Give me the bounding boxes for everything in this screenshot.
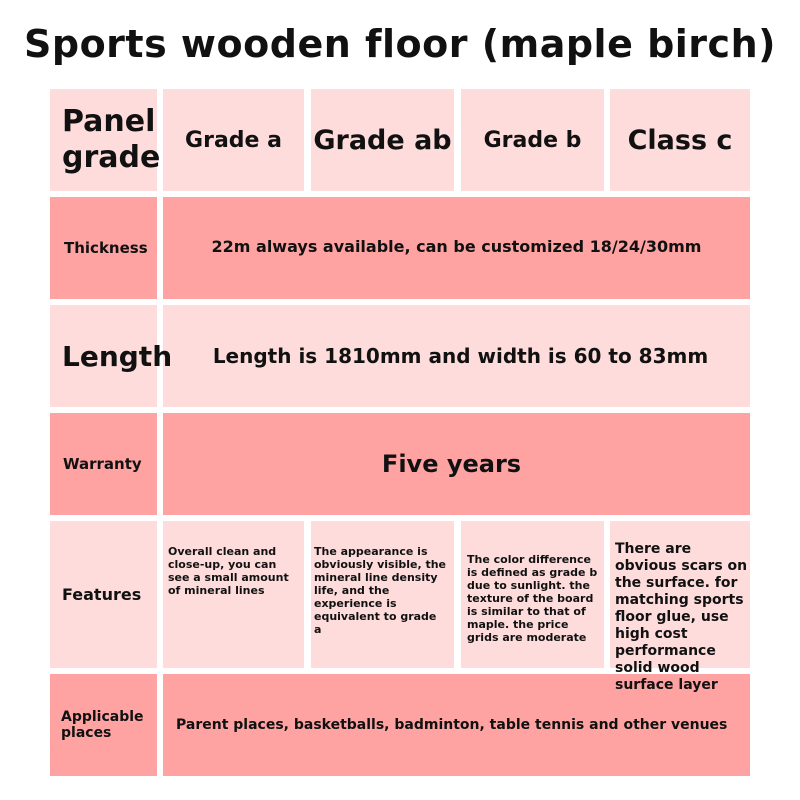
length-value-cell: [163, 305, 750, 407]
applicable-label-cell: [50, 674, 157, 776]
applicable-value: Parent places, basketballs, badminton, table tennis and other venues: [176, 717, 728, 733]
thickness-label: Thickness: [64, 238, 148, 257]
thickness-value-cell: [163, 197, 750, 299]
features-label: Features: [62, 585, 142, 604]
warranty-value: Five years: [381, 450, 522, 478]
applicable-label: Applicable places: [61, 709, 144, 741]
panel-grade-label: Panel grade: [62, 104, 161, 175]
thickness-label-cell: [50, 197, 157, 299]
features-grade-ab-cell: [311, 521, 454, 668]
length-value: Length is 1810mm and width is 60 to 83mm: [212, 344, 709, 368]
length-label-cell: [50, 305, 173, 407]
features-label-cell: [50, 521, 157, 668]
features-grade-a-cell: [163, 521, 304, 668]
length-label: Length: [62, 339, 173, 373]
warranty-value-cell: [163, 413, 750, 515]
features-grade-b-cell: [461, 521, 604, 668]
warranty-label: Warranty: [63, 454, 142, 473]
class-c-label: Class c: [627, 124, 733, 156]
features-grade-ab-text: The appearance is obviously visible, the mineral line density life, and the experience is equivalent to grade a: [314, 545, 446, 636]
class-c-header: [610, 89, 750, 191]
header-label-cell: [50, 89, 161, 191]
grade-ab-header: [311, 89, 454, 191]
warranty-label-cell: [50, 413, 157, 515]
thickness-value: 22m always available, can be customized 18/24/30mm: [211, 236, 702, 256]
features-grade-a-text: Overall clean and close-up, you can see a small amount of mineral lines: [168, 545, 289, 597]
page-title: Sports wooden floor (maple birch): [24, 22, 776, 66]
grade-a-header: [163, 89, 304, 191]
grade-b-label: Grade b: [483, 127, 582, 153]
features-class-c-text: There are obvious scars on the surface. for matching sports floor glue, use high cost performance solid wood surface layer: [615, 541, 748, 693]
grade-a-label: Grade a: [185, 127, 282, 153]
grade-ab-label: Grade ab: [313, 124, 452, 156]
features-class-c-cell: [610, 521, 750, 693]
grade-b-header: [461, 89, 604, 191]
features-grade-b-text: The color difference is defined as grade b due to sunlight. the texture of the board is similar to that of maple. the price grids are moderate: [467, 553, 598, 644]
